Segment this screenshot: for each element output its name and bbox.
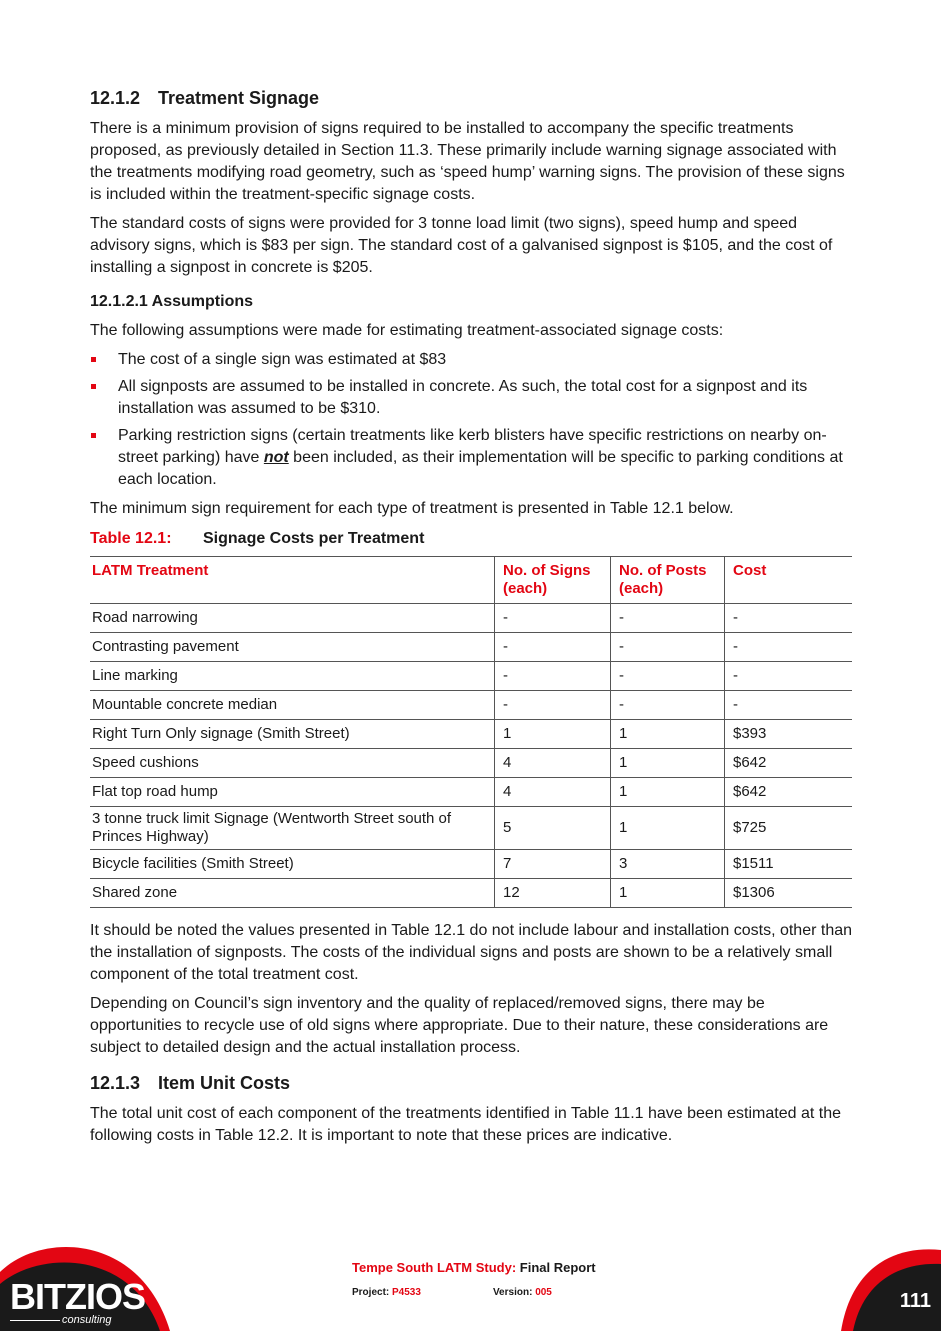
brand-divider xyxy=(10,1320,60,1321)
table-caption-title: Signage Costs per Treatment xyxy=(203,530,425,547)
bullet-square-icon xyxy=(91,384,96,389)
paragraph: It should be noted the values presented in Table 12.1 do not include labour and installation costs, other than the installation of signposts. The costs of the individual signs and posts are shown to be a relatively small component of the total treatment cost. xyxy=(90,922,853,983)
section-title: Item Unit Costs xyxy=(158,1073,291,1093)
list-item: All signposts are assumed to be installed in concrete. As such, the total cost for a signpost and its installation was assumed to be $310. xyxy=(90,376,852,420)
subsection-heading: 12.1.2.1 Assumptions xyxy=(90,293,254,310)
section-heading xyxy=(90,1073,852,1094)
paragraph: Depending on Council’s sign inventory and the quality of replaced/removed signs, there may be opportunities to recycle use of old signs where appropriate. Due to their nature, these considerations are subject to detailed design and the actual installation process. xyxy=(90,995,829,1056)
section-number: 12.1.2 xyxy=(90,88,141,108)
table-row: Right Turn Only signage (Smith Street) 1 1 $393 xyxy=(90,720,852,749)
table-row: Mountable concrete median - - - xyxy=(90,691,852,720)
page-corner-icon xyxy=(841,1230,941,1331)
column-header: Cost xyxy=(725,557,853,604)
table-row: 3 tonne truck limit Signage (Wentworth Street south of Princes Highway) 5 1 $725 xyxy=(90,807,852,850)
report-type: Final Report xyxy=(516,1260,596,1275)
paragraph: There is a minimum provision of signs required to be installed to accompany the specific treatments proposed, as previously detailed in Section 11.3. These primarily include warning signage associated with the treatments modifying road geometry, such as ‘speed hump’ warning signs. The provision of these signs is included within the treatment-specific signage costs. xyxy=(90,120,845,203)
column-header: No. of Signs (each) xyxy=(495,557,611,604)
paragraph: The standard costs of signs were provided for 3 tonne load limit (two signs), speed hump and speed advisory signs, which is $83 per sign. The standard cost of a galvanised signpost is $105, and the cost of installing a signpost in concrete is $205. xyxy=(90,215,833,276)
page-number: 111 xyxy=(899,1290,931,1312)
footer xyxy=(352,1260,652,1298)
table-row: Contrasting pavement - - - xyxy=(90,633,852,662)
brand-name: BITZIOS xyxy=(10,1276,145,1317)
section-number: 12.1.3 xyxy=(90,1073,141,1093)
section-heading xyxy=(90,88,852,109)
table-caption-label: Table 12.1: xyxy=(90,530,172,547)
project-number: P4533 xyxy=(392,1287,421,1298)
column-header: LATM Treatment xyxy=(90,557,495,604)
version-number: 005 xyxy=(535,1287,552,1298)
paragraph: The minimum sign requirement for each type of treatment is presented in Table 12.1 below. xyxy=(90,500,734,517)
table-row: Line marking - - - xyxy=(90,662,852,691)
table-row: Road narrowing - - - xyxy=(90,604,852,633)
table-caption xyxy=(90,530,852,548)
emphasis-not: not xyxy=(263,449,289,466)
footer-title xyxy=(352,1260,652,1275)
column-header: No. of Posts (each) xyxy=(611,557,725,604)
bullet-square-icon xyxy=(91,357,96,362)
assumption-list xyxy=(90,349,852,491)
table-row: Shared zone 12 1 $1306 xyxy=(90,879,852,908)
list-item: Parking restriction signs (certain treatments like kerb blisters have specific restrictions on nearby on-street parking) have not been included, as their implementation will be specific to parking conditions at each location. xyxy=(90,425,852,491)
list-item: The cost of a single sign was estimated at $83 xyxy=(90,349,852,371)
table-row: Bicycle facilities (Smith Street) 7 3 $1511 xyxy=(90,850,852,879)
table-row: Speed cushions 4 1 $642 xyxy=(90,749,852,778)
table-header-row xyxy=(90,557,852,604)
study-name: Tempe South LATM Study: xyxy=(352,1260,517,1275)
paragraph: The following assumptions were made for estimating treatment-associated signage costs: xyxy=(90,322,724,339)
document-body xyxy=(90,88,852,1154)
brand-subtitle: consulting xyxy=(62,1314,112,1326)
signage-cost-table xyxy=(90,556,852,908)
table-row: Flat top road hump 4 1 $642 xyxy=(90,778,852,807)
section-title: Treatment Signage xyxy=(158,88,320,108)
footer-meta: Project: P4533 Version: 005 xyxy=(352,1287,552,1298)
bullet-square-icon xyxy=(91,433,96,438)
paragraph: The total unit cost of each component of the treatments identified in Table 11.1 have been estimated at the following costs in Table 12.2. It is important to note that these prices are indicative. xyxy=(90,1105,841,1144)
